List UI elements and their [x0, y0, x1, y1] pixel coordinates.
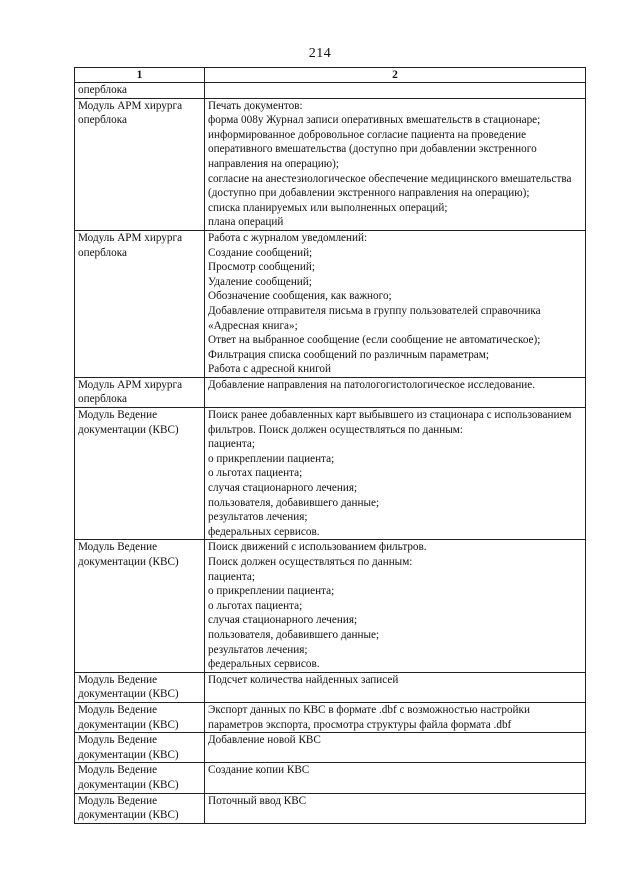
module-name-line: Модуль АРМ хирурга	[78, 99, 183, 112]
module-name-line: Модуль Ведение	[78, 541, 158, 554]
table-row	[75, 702, 586, 732]
function-description-line: результатов лечения;	[208, 643, 308, 656]
table-row	[75, 763, 586, 793]
module-name-line: Модуль Ведение	[78, 703, 158, 716]
function-description-line: о льготах пациента;	[208, 467, 303, 480]
function-description-line: Добавление направления на патологогистологическое исследование.	[208, 378, 536, 391]
function-description-line: согласие на анестезиологическое обеспечение медицинского вмешательства (доступно при добавлении экстренного направления на операцию);	[208, 172, 572, 200]
module-name-line: документации (КВС)	[78, 809, 179, 822]
module-name-line: документации (КВС)	[78, 748, 179, 761]
function-description-line: Фильтрация списка сообщений по различным параметрам;	[208, 348, 489, 361]
function-description-line: Работа с журналом уведомлений:	[208, 231, 368, 244]
column-header-1: 1	[75, 68, 205, 83]
function-description-line: Удаление сообщений;	[208, 275, 312, 288]
function-description-line: о прикреплении пациента;	[208, 585, 335, 598]
function-cell	[205, 763, 586, 793]
function-description-line: списка планируемых или выполненных операций;	[208, 201, 448, 214]
function-cell	[205, 702, 586, 732]
function-description-line: о льготах пациента;	[208, 599, 303, 612]
function-description-line: плана операций	[208, 216, 284, 229]
requirements-table	[74, 67, 586, 824]
function-description-line: форма 008у Журнал записи оперативных вмешательств в стационаре;	[208, 114, 541, 127]
table-row	[75, 733, 586, 763]
function-description-line: федеральных сервисов.	[208, 658, 320, 671]
module-name-line: оперблока	[78, 393, 127, 406]
function-cell	[205, 98, 586, 230]
function-description-line: пользователя, добавившего данные;	[208, 496, 380, 509]
function-cell	[205, 733, 586, 763]
function-cell	[205, 540, 586, 672]
function-description-line: случая стационарного лечения;	[208, 614, 358, 627]
function-description-line: пользователя, добавившего данные;	[208, 628, 380, 641]
function-description-line: Поточный ввод КВС	[208, 794, 307, 807]
table-header	[75, 68, 586, 83]
table-row	[75, 83, 586, 99]
function-description-line: Работа с адресной книгой	[208, 363, 332, 376]
table-row	[75, 377, 586, 407]
module-name-line: Модуль Ведение	[78, 794, 158, 807]
module-cell	[75, 98, 205, 230]
table-row	[75, 230, 586, 377]
table-body	[75, 83, 586, 824]
module-name-line: оперблока	[78, 246, 127, 259]
module-cell	[75, 540, 205, 672]
module-name-line: Модуль Ведение	[78, 409, 158, 422]
function-description-line: Обозначение сообщения, как важного;	[208, 290, 392, 303]
function-description-line: случая стационарного лечения;	[208, 482, 358, 495]
function-description-line	[208, 83, 582, 98]
table-row	[75, 793, 586, 823]
module-name-line: Модуль АРМ хирурга	[78, 378, 183, 391]
module-cell	[75, 733, 205, 763]
function-cell	[205, 377, 586, 407]
module-name-line: документации (КВС)	[78, 718, 179, 731]
function-description-line: Создание копии КВС	[208, 764, 310, 777]
module-name-line: Модуль Ведение	[78, 673, 158, 686]
function-description-line: пациента;	[208, 570, 255, 583]
table-row	[75, 408, 586, 540]
module-cell	[75, 83, 205, 99]
function-description-line: Создание сообщений;	[208, 246, 313, 259]
table-row	[75, 98, 586, 230]
function-description-line: Подсчет количества найденных записей	[208, 673, 399, 686]
page-number: 214	[308, 46, 332, 61]
function-description-line: Экспорт данных по КВС в формате .dbf с возможностью настройки параметров экспорта, просмотра структуры файла формата .dbf	[208, 703, 530, 731]
function-description-line: Ответ на выбранное сообщение (если сообщение не автоматическое);	[208, 334, 541, 347]
module-name-line: Модуль АРМ хирурга	[78, 231, 183, 244]
module-name-line: оперблока	[78, 114, 127, 127]
function-description-line: Просмотр сообщений;	[208, 261, 315, 274]
table-row	[75, 672, 586, 702]
module-cell	[75, 377, 205, 407]
function-cell	[205, 83, 586, 99]
module-name-line: документации (КВС)	[78, 778, 179, 791]
function-description-line: пациента;	[208, 438, 255, 451]
function-description-line: федеральных сервисов.	[208, 525, 320, 538]
function-description-line: Поиск должен осуществляться по данным:	[208, 556, 413, 568]
module-cell	[75, 763, 205, 793]
function-cell	[205, 672, 586, 702]
module-cell	[75, 672, 205, 702]
function-description-line: Поиск движений с использованием фильтров.	[208, 541, 427, 554]
function-description-line: Добавление новой КВС	[208, 734, 321, 747]
function-description-line: информированное добровольное согласие пациента на проведение оперативного вмешательства (доступно при добавлении экстренного направления на операцию);	[208, 128, 537, 170]
header-row	[75, 68, 586, 83]
module-cell	[75, 408, 205, 540]
module-cell	[75, 230, 205, 377]
table-row	[75, 540, 586, 672]
module-name-line: документации (КВС)	[78, 556, 179, 568]
function-description-line: результатов лечения;	[208, 511, 308, 524]
column-header-2: 2	[205, 68, 586, 83]
function-description-line: Добавление отправителя письма в группу пользователей справочника «Адресная книга»;	[208, 304, 541, 332]
module-name-line: оперблока	[78, 84, 127, 96]
module-name-line: документации (КВС)	[78, 423, 179, 436]
module-cell	[75, 793, 205, 823]
function-description-line: о прикреплении пациента;	[208, 452, 335, 465]
module-cell	[75, 702, 205, 732]
function-cell	[205, 793, 586, 823]
function-description-line: Поиск ранее добавленных карт выбывшего из стационара с использованием фильтров. Поиск должен осуществляться по данным:	[208, 409, 572, 436]
function-cell	[205, 230, 586, 377]
module-name-line: Модуль Ведение	[78, 764, 158, 777]
function-description-line: Печать документов:	[208, 99, 303, 112]
module-name-line: документации (КВС)	[78, 688, 179, 701]
module-name-line: Модуль Ведение	[78, 734, 158, 747]
function-cell	[205, 408, 586, 540]
